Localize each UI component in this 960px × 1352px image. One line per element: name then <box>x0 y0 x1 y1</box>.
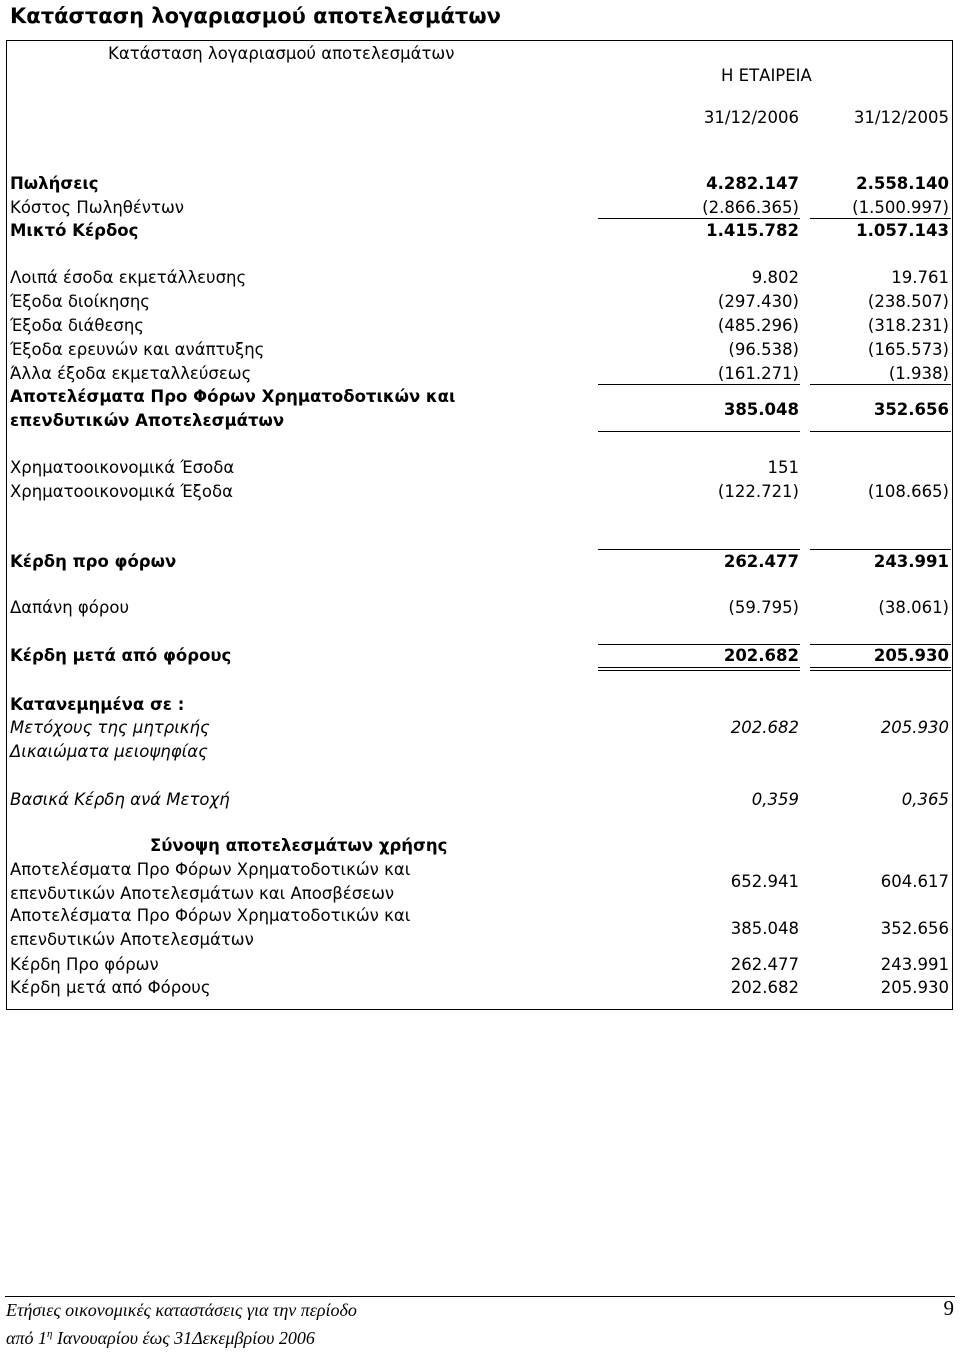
overline-net-profit-2005 <box>810 644 951 645</box>
date-column-2006: 31/12/2006 <box>703 108 799 127</box>
footer-line-2 <box>6 1328 315 1349</box>
overline-ebt-2005 <box>810 549 951 550</box>
footer-line-2-sup: η <box>46 1328 53 1340</box>
double-underline-b-2005 <box>810 670 951 671</box>
row-label-selling-expenses: Έξοδα διάθεσης <box>10 316 144 335</box>
row-value-gross-profit-2006: 1.415.782 <box>706 221 799 240</box>
row-value-rnd-expenses-2006: (96.538) <box>728 340 799 359</box>
row-value-selling-expenses-2005: (318.231) <box>867 316 949 335</box>
row-value-ebit-2005: 352.656 <box>873 400 949 419</box>
summary-ebitda-2005: 604.617 <box>880 872 949 891</box>
footer-rule <box>5 1296 955 1297</box>
row-value-profit-before-tax-2005: 243.991 <box>873 552 949 571</box>
row-value-financial-expenses-2006: (122.721) <box>717 482 799 501</box>
row-value-cost-of-sales-2006: (2.866.365) <box>702 198 799 217</box>
row-value-other-expenses-2006: (161.271) <box>717 364 799 383</box>
row-value-other-expenses-2005: (1.938) <box>888 364 949 383</box>
underline-other-expenses-2005 <box>810 384 951 385</box>
row-value-profit-before-tax-2006: 262.477 <box>723 552 799 571</box>
summary-heading: Σύνοψη αποτελεσμάτων χρήσης <box>150 836 448 855</box>
footer-line-1: Ετήσιες οικονομικές καταστάσεις για την περίοδο <box>6 1300 357 1320</box>
row-value-financial-income-2006: 151 <box>767 458 799 477</box>
double-underline-b-2006 <box>598 670 800 671</box>
allocated-minority-label: Δικαιώματα μειοψηφίας <box>10 742 208 761</box>
row-value-tax-expense-2006: (59.795) <box>728 598 799 617</box>
row-value-tax-expense-2005: (38.061) <box>878 598 949 617</box>
row-value-profit-after-tax-2005: 205.930 <box>873 646 949 665</box>
summary-net-2006: 202.682 <box>730 978 799 997</box>
double-underline-a-2006 <box>598 667 800 668</box>
row-label-profit-after-tax: Κέρδη μετά από φόρους <box>10 646 232 665</box>
row-label-financial-expenses: Χρηματοοικονομικά Έξοδα <box>10 482 233 501</box>
row-value-admin-expenses-2005: (238.507) <box>867 292 949 311</box>
overline-net-profit-2006 <box>598 644 800 645</box>
underline-cost-of-sales-2005 <box>810 218 951 219</box>
page-number: 9 <box>943 1296 954 1320</box>
row-value-gross-profit-2005: 1.057.143 <box>856 221 949 240</box>
allocated-heading: Κατανεμημένα σε : <box>10 695 185 714</box>
summary-ebt-2006: 262.477 <box>730 955 799 974</box>
row-value-ebit-2006: 385.048 <box>723 400 799 419</box>
footer-line-2-suffix: Ιανουαρίου έως 31Δεκεμβρίου 2006 <box>52 1328 315 1348</box>
underline-ebit-2005 <box>810 431 951 432</box>
eps-2006: 0,359 <box>751 790 799 809</box>
allocated-parent-2005: 205.930 <box>880 718 949 737</box>
row-label-other-expenses: Άλλα έξοδα εκμεταλλεύσεως <box>10 364 252 383</box>
summary-net-2005: 205.930 <box>880 978 949 997</box>
summary-ebitda-label-line1: Αποτελέσματα Προ Φόρων Χρηματοδοτικών και <box>10 860 411 879</box>
summary-ebitda-2006: 652.941 <box>730 872 799 891</box>
company-header: Η ΕΤΑΙΡΕΙΑ <box>721 66 812 85</box>
underline-cost-of-sales-2006 <box>598 218 800 219</box>
row-label-admin-expenses: Έξοδα διοίκησης <box>10 292 150 311</box>
row-label-financial-income: Χρηματοοικονομικά Έσοδα <box>10 458 235 477</box>
page-title: Κατάσταση λογαριασμού αποτελεσμάτων <box>10 4 501 28</box>
row-label-ebit-line1: Αποτελέσματα Προ Φόρων Χρηματοδοτικών και <box>10 387 456 406</box>
summary-net-label: Κέρδη μετά από Φόρους <box>10 978 211 997</box>
summary-ebit-label-line2: επενδυτικών Αποτελεσμάτων <box>10 930 254 949</box>
table-title: Κατάσταση λογαριασμού αποτελεσμάτων <box>108 44 455 63</box>
allocated-parent-label: Μετόχους της μητρικής <box>10 718 210 737</box>
underline-ebit-2006 <box>598 431 800 432</box>
eps-2005: 0,365 <box>901 790 949 809</box>
eps-label: Βασικά Κέρδη ανά Μετοχή <box>10 790 230 809</box>
row-value-selling-expenses-2006: (485.296) <box>717 316 799 335</box>
row-value-rnd-expenses-2005: (165.573) <box>867 340 949 359</box>
summary-ebt-label: Κέρδη Προ φόρων <box>10 955 159 974</box>
row-label-other-income: Λοιπά έσοδα εκμετάλλευσης <box>10 268 247 287</box>
summary-ebitda-label-line2: επενδυτικών Αποτελεσμάτων και Αποσβέσεων <box>10 884 395 903</box>
summary-ebit-2006: 385.048 <box>730 919 799 938</box>
row-label-cost-of-sales: Κόστος Πωληθέντων <box>10 198 184 217</box>
row-label-sales: Πωλήσεις <box>10 174 99 193</box>
row-value-sales-2006: 4.282.147 <box>706 174 799 193</box>
row-label-gross-profit: Μικτό Κέρδος <box>10 221 139 240</box>
row-value-sales-2005: 2.558.140 <box>856 174 949 193</box>
row-label-rnd-expenses: Έξοδα ερευνών και ανάπτυξης <box>10 340 265 359</box>
row-value-admin-expenses-2006: (297.430) <box>717 292 799 311</box>
allocated-parent-2006: 202.682 <box>730 718 799 737</box>
summary-ebt-2005: 243.991 <box>880 955 949 974</box>
summary-ebit-2005: 352.656 <box>880 919 949 938</box>
row-value-financial-expenses-2005: (108.665) <box>867 482 949 501</box>
date-column-2005: 31/12/2005 <box>853 108 949 127</box>
row-label-profit-before-tax: Κέρδη προ φόρων <box>10 552 177 571</box>
row-value-other-income-2006: 9.802 <box>751 268 799 287</box>
footer-line-2-prefix: από 1 <box>6 1328 47 1348</box>
summary-ebit-label-line1: Αποτελέσματα Προ Φόρων Χρηματοδοτικών και <box>10 906 411 925</box>
overline-ebt-2006 <box>598 549 800 550</box>
row-value-cost-of-sales-2005: (1.500.997) <box>852 198 949 217</box>
row-value-profit-after-tax-2006: 202.682 <box>723 646 799 665</box>
row-label-ebit-line2: επενδυτικών Αποτελεσμάτων <box>10 411 285 430</box>
double-underline-a-2005 <box>810 667 951 668</box>
row-label-tax-expense: Δαπάνη φόρου <box>10 598 129 617</box>
underline-other-expenses-2006 <box>598 384 800 385</box>
row-value-other-income-2005: 19.761 <box>891 268 949 287</box>
